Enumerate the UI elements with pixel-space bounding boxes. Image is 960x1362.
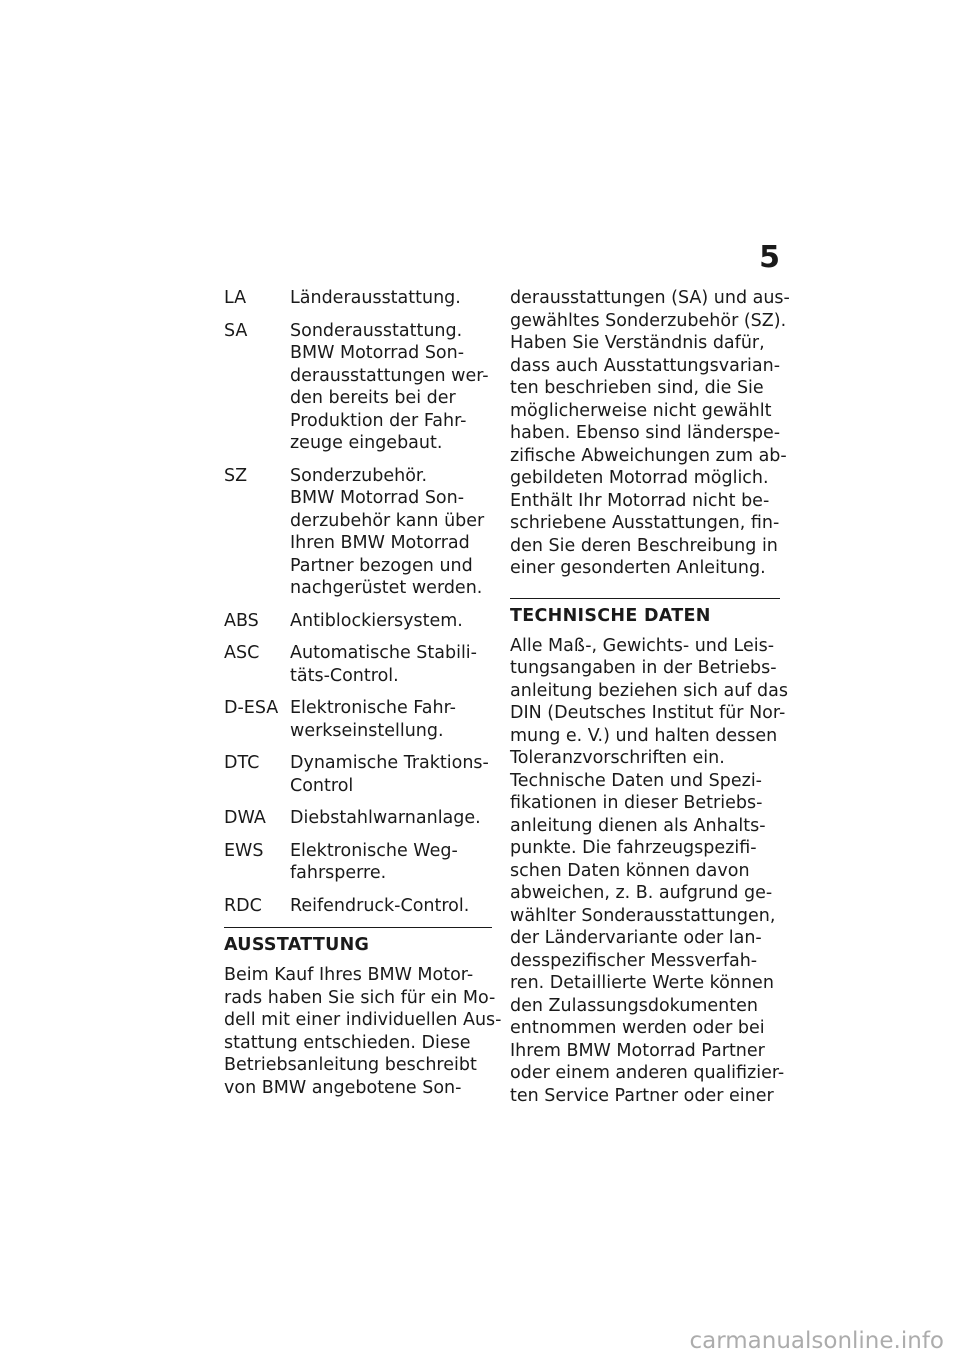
section-heading-ausstattung: AUSSTATTUNG bbox=[224, 927, 492, 956]
definition-line: Partner bezogen und bbox=[290, 555, 473, 576]
definition-line: BMW Motorrad Son- bbox=[290, 488, 465, 508]
definition-line: BMW Motorrad Son- bbox=[290, 343, 465, 363]
abbreviation-definition bbox=[290, 895, 492, 918]
paragraph-line: desspezifischer Messverfah- bbox=[510, 950, 758, 971]
definition-line: den bereits bei der bbox=[290, 388, 456, 408]
paragraph-line: Technische Daten und Spezi- bbox=[510, 770, 762, 791]
paragraph-line: derausstattungen (SA) und aus- bbox=[510, 288, 790, 308]
paragraph-line: dass auch Ausstattungsvarian- bbox=[510, 355, 781, 376]
abbreviation-row bbox=[224, 895, 492, 918]
paragraph-line: den Zulassungsdokumenten bbox=[510, 995, 758, 1016]
abbreviation-row bbox=[224, 840, 492, 885]
paragraph-line: Haben Sie Verständnis dafür, bbox=[510, 333, 765, 353]
abbreviation-definition bbox=[290, 807, 492, 830]
paragraph-line: der Ländervariante oder lan- bbox=[510, 928, 762, 948]
paragraph-line: anleitung beziehen sich auf das bbox=[510, 680, 788, 701]
definition-line: Ihren BMW Motorrad bbox=[290, 533, 470, 553]
paragraph-line: schriebene Ausstattungen, fin- bbox=[510, 513, 780, 533]
paragraph-line: fikationen in dieser Betriebs- bbox=[510, 793, 763, 813]
paragraph-line: Ihrem BMW Motorrad Partner bbox=[510, 1040, 765, 1061]
abbreviation-definition bbox=[290, 465, 492, 600]
paragraph-line: stattung entschieden. Diese bbox=[224, 1032, 471, 1053]
paragraph-line: tungsangaben in der Betriebs- bbox=[510, 658, 777, 678]
definition-line: werkseinstellung. bbox=[290, 720, 444, 741]
paragraph-line: einer gesonderten Anleitung. bbox=[510, 558, 766, 578]
definition-line: derausstattungen wer- bbox=[290, 365, 489, 386]
paragraph-line: haben. Ebenso sind länderspe- bbox=[510, 423, 781, 443]
ausstattung-paragraph-continued bbox=[510, 287, 790, 580]
paragraph-line: ten beschrieben sind, die Sie bbox=[510, 378, 764, 398]
definition-line: Sonderzubehör. bbox=[290, 465, 428, 486]
definition-line: Control bbox=[290, 775, 354, 796]
abbreviation-definition bbox=[290, 610, 492, 633]
abbreviation-key: SA bbox=[224, 320, 248, 341]
section-heading-technische-daten: TECHNISCHE DATEN bbox=[510, 598, 780, 627]
paragraph-line: dell mit einer individuellen Aus- bbox=[224, 1010, 502, 1030]
abbreviation-key: RDC bbox=[224, 895, 262, 916]
definition-line: nachgerüstet werden. bbox=[290, 578, 483, 598]
right-column bbox=[510, 287, 790, 1107]
definition-line: Sonderausstattung. bbox=[290, 320, 463, 341]
paragraph-line: von BMW angebotene Son- bbox=[224, 1077, 462, 1098]
abbreviation-row bbox=[224, 287, 492, 310]
abbreviation-key: ASC bbox=[224, 643, 260, 663]
paragraph-line: abweichen, z. B. aufgrund ge- bbox=[510, 883, 773, 903]
watermark: carmanualsonline.info bbox=[689, 1328, 944, 1354]
abbreviation-definition bbox=[290, 697, 492, 742]
paragraph-line: gewähltes Sonderzubehör (SZ). bbox=[510, 310, 787, 331]
definition-line: Diebstahlwarnanlage. bbox=[290, 808, 481, 828]
abbreviation-key: D-ESA bbox=[224, 698, 279, 718]
paragraph-line: ren. Detaillierte Werte können bbox=[510, 973, 774, 993]
paragraph-line: schen Daten können davon bbox=[510, 860, 750, 881]
paragraph-line: entnommen werden oder bei bbox=[510, 1018, 765, 1038]
definition-line: Antiblockiersystem. bbox=[290, 610, 463, 631]
abbreviation-definition bbox=[290, 287, 492, 310]
definition-line: Elektronische Weg- bbox=[290, 840, 458, 861]
paragraph-line: ten Service Partner oder einer bbox=[510, 1085, 774, 1106]
technische-daten-paragraph bbox=[510, 635, 788, 1108]
paragraph-line: mung e. V.) und halten dessen bbox=[510, 725, 778, 746]
definition-line: zeuge eingebaut. bbox=[290, 433, 443, 453]
definition-line: Länderausstattung. bbox=[290, 288, 461, 308]
paragraph-line: Enthält Ihr Motorrad nicht be- bbox=[510, 490, 770, 511]
abbreviation-key: LA bbox=[224, 288, 247, 308]
abbreviation-row bbox=[224, 320, 492, 455]
abbreviation-key: DTC bbox=[224, 753, 260, 773]
abbreviation-key: ABS bbox=[224, 610, 259, 631]
abbreviation-row bbox=[224, 642, 492, 687]
definition-line: Produktion der Fahr- bbox=[290, 410, 467, 431]
abbreviation-list bbox=[224, 287, 492, 917]
abbreviation-definition bbox=[290, 752, 492, 797]
paragraph-line: Beim Kauf Ihres BMW Motor- bbox=[224, 965, 474, 985]
abbreviation-row bbox=[224, 697, 492, 742]
paragraph-line: wählter Sonderausstattungen, bbox=[510, 905, 776, 926]
page-number: 5 bbox=[759, 240, 780, 275]
abbreviation-key: DWA bbox=[224, 808, 266, 828]
definition-line: Reifendruck-Control. bbox=[290, 895, 470, 916]
abbreviation-key: EWS bbox=[224, 840, 264, 861]
abbreviation-key: SZ bbox=[224, 465, 248, 486]
ausstattung-paragraph bbox=[224, 964, 502, 1099]
paragraph-line: zifische Abweichungen zum ab- bbox=[510, 445, 787, 466]
abbreviation-row bbox=[224, 807, 492, 830]
definition-line: Automatische Stabili- bbox=[290, 643, 477, 663]
paragraph-line: anleitung dienen als Anhalts- bbox=[510, 815, 766, 836]
definition-line: Elektronische Fahr- bbox=[290, 698, 456, 718]
abbreviation-row bbox=[224, 465, 492, 600]
paragraph-line: möglicherweise nicht gewählt bbox=[510, 400, 772, 421]
abbreviation-definition bbox=[290, 320, 492, 455]
definition-line: Dynamische Traktions- bbox=[290, 753, 489, 773]
definition-line: derzubehör kann über bbox=[290, 510, 485, 531]
abbreviation-row bbox=[224, 752, 492, 797]
paragraph-line: gebildeten Motorrad möglich. bbox=[510, 468, 769, 488]
paragraph-line: oder einem anderen qualifizier- bbox=[510, 1063, 785, 1083]
left-column bbox=[224, 287, 502, 1099]
paragraph-line: den Sie deren Beschreibung in bbox=[510, 535, 778, 556]
paragraph-line: Toleranzvorschriften ein. bbox=[510, 748, 725, 768]
definition-line: täts-Control. bbox=[290, 665, 399, 686]
abbreviation-definition bbox=[290, 840, 492, 885]
abbreviation-row bbox=[224, 610, 492, 633]
definition-line: fahrsperre. bbox=[290, 863, 387, 883]
abbreviation-definition bbox=[290, 642, 492, 687]
paragraph-line: DIN (Deutsches Institut für Nor- bbox=[510, 703, 786, 723]
paragraph-line: Alle Maß-, Gewichts- und Leis- bbox=[510, 635, 775, 656]
paragraph-line: rads haben Sie sich für ein Mo- bbox=[224, 987, 496, 1008]
paragraph-line: punkte. Die fahrzeugspezifi- bbox=[510, 838, 757, 858]
paragraph-line: Betriebsanleitung beschreibt bbox=[224, 1055, 477, 1075]
